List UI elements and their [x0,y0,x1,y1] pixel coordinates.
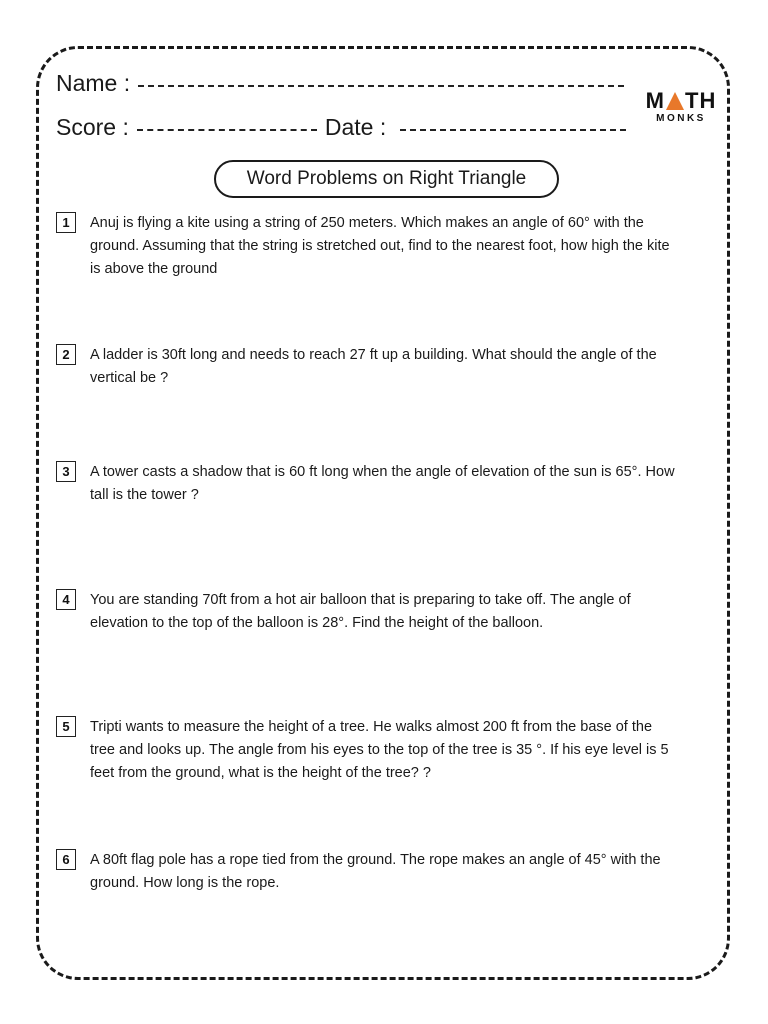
problem-number: 1 [56,212,76,233]
problem-3 [56,461,676,507]
problem-text: A tower casts a shadow that is 60 ft long when the angle of elevation of the sun is 65°. How tall is the tower ? [90,464,675,503]
problem-number: 3 [56,461,76,482]
name-blank[interactable] [138,85,624,87]
worksheet-title [214,160,559,198]
score-blank[interactable] [137,129,317,131]
problem-number: 6 [56,849,76,870]
problem-text: You are standing 70ft from a hot air balloon that is preparing to take off. The angle of elevation to the top of the balloon is 28°. Find the height of the balloon. [90,592,631,631]
problem-5 [56,716,676,785]
date-label: Date : [324,114,387,140]
problem-6 [56,849,676,895]
problem-2 [56,344,676,390]
problem-1 [56,212,676,281]
problem-text: Tripti wants to measure the height of a tree. He walks almost 200 ft from the base of the tree and looks up. The angle from his eyes to the top of the tree is 35 °. If his eye level is 5 feet from the ground, what is the height of the tree? ? [90,719,669,781]
logo-subtext: MONKS [656,113,706,124]
problem-number: 4 [56,589,76,610]
name-label: Name : [56,70,131,96]
problem-text: Anuj is flying a kite using a string of 250 meters. Which makes an angle of 60° with the ground. Assuming that the string is stretched out, find to the nearest foot, how high the kite is above the ground [90,215,670,277]
problem-text: A ladder is 30ft long and needs to reach 27 ft up a building. What should the angle of the vertical be ? [90,347,657,386]
problem-number: 2 [56,344,76,365]
logo-text-left: M [645,88,665,113]
logo-wordmark [642,88,720,114]
name-row [56,70,624,97]
math-monks-logo [642,88,720,125]
triangle-icon [666,92,684,110]
problem-number: 5 [56,716,76,737]
score-label: Score : [56,114,129,140]
logo-text-right: TH [685,88,717,113]
problem-4 [56,589,676,635]
worksheet-title-text: Word Problems on Right Triangle [246,168,527,189]
score-date-row [56,114,626,141]
problem-text: A 80ft flag pole has a rope tied from the ground. The rope makes an angle of 45° with the ground. How long is the rope. [90,852,661,891]
date-blank[interactable] [400,129,626,131]
